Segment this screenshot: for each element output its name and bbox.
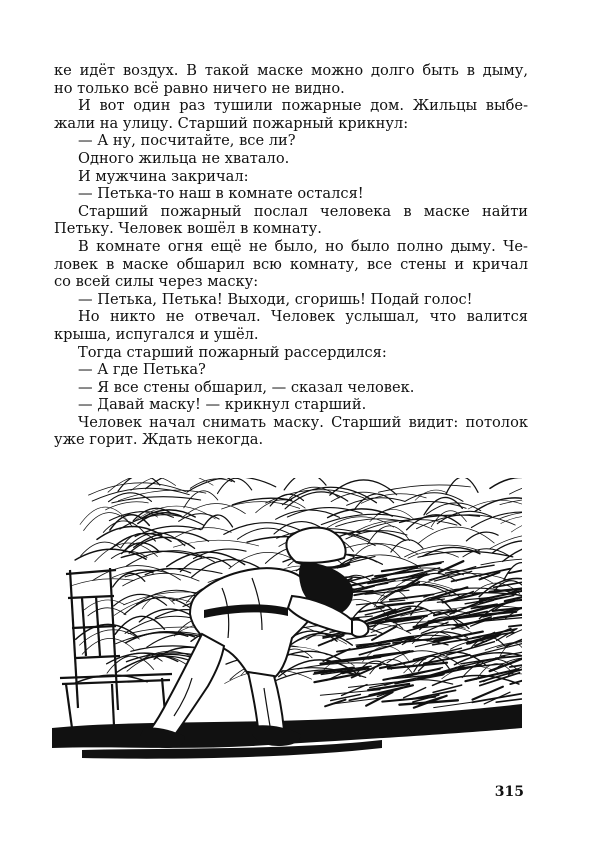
firefighter-in-smoke-illustration — [52, 478, 522, 770]
body-text — [54, 62, 528, 449]
paragraph — [54, 132, 528, 150]
text-line: Но никто не отвечал. Человек услышал, что валится — [78, 308, 528, 326]
smoke-stroke — [490, 478, 522, 488]
paragraph — [54, 308, 528, 343]
text-line: жали на улицу. Старший пожарный крикнул: — [54, 114, 409, 132]
smoke-stroke — [180, 557, 231, 571]
text-line: Одного жильца не хватало. — [78, 149, 290, 167]
smoke-stroke — [266, 490, 364, 503]
text-line: Старший пожарный послал человека в маске найти — [78, 202, 528, 220]
smoke-stroke — [276, 510, 340, 519]
smoke-stroke — [431, 511, 466, 527]
smoke-stroke — [88, 608, 126, 616]
smoke-hatch — [509, 621, 522, 627]
smoke-stroke — [475, 498, 522, 512]
smoke-stroke — [466, 532, 498, 541]
smoke-stroke — [93, 566, 181, 581]
smoke-stroke — [218, 478, 252, 493]
paragraph — [54, 396, 528, 414]
smoke-stroke — [222, 502, 300, 509]
smoke-stroke — [82, 638, 134, 654]
smoke-stroke — [509, 482, 522, 494]
text-line: И мужчина закричал: — [78, 167, 249, 185]
text-line: крыша, испугался и ушёл. — [54, 325, 259, 343]
text-line: ке идёт воздух. В такой маске можно долго быть в дыму, — [54, 62, 528, 79]
paragraph — [54, 361, 528, 379]
text-line: Петьку. Человек вошёл в комнату. — [54, 220, 322, 238]
smoke-stroke — [202, 515, 233, 529]
smoke-stroke — [123, 573, 199, 586]
paragraph — [54, 291, 528, 309]
paragraph — [54, 62, 528, 97]
paragraph — [54, 344, 528, 362]
paragraph — [54, 97, 528, 132]
smoke-stroke — [111, 533, 171, 549]
smoke-hatch — [372, 626, 397, 640]
paragraph — [54, 203, 528, 238]
smoke-stroke — [139, 609, 194, 622]
text-line: Человек начал снимать маску. Старший видит: потолок — [78, 413, 528, 431]
smoke-stroke — [368, 526, 410, 544]
text-line: — Давай маску! — крикнул старший. — [78, 396, 367, 414]
paragraph — [54, 414, 528, 449]
paragraph — [54, 150, 528, 168]
text-line: Тогда старший пожарный рассердился: — [78, 343, 387, 361]
text-line: со всей силы через маску: — [54, 273, 259, 291]
smoke-stroke — [503, 544, 522, 561]
paragraph — [54, 168, 528, 186]
smoke-stroke — [511, 520, 522, 532]
firefighter-figure — [140, 528, 368, 748]
smoke-stroke — [237, 528, 291, 539]
text-line: — Петька, Петька! Выходи, сгоришь! Подай голос! — [78, 290, 473, 308]
smoke-stroke — [126, 632, 195, 643]
page-number: 315 — [494, 784, 524, 800]
text-line: И вот один раз тушили пожарные дом. Жильцы выбе- — [78, 97, 528, 115]
text-line: — Петька-то наш в комнате остался! — [78, 185, 364, 203]
smoke-hatch — [374, 651, 413, 656]
smoke-stroke — [349, 544, 400, 562]
text-line: уже горит. Ждать некогда. — [54, 431, 264, 449]
smoke-hatch — [342, 685, 368, 696]
text-line: ловек в маске обшарил всю комнату, все стены и кричал — [54, 255, 528, 273]
text-line: — А ну, посчитайте, все ли? — [78, 132, 296, 150]
text-line: — А где Петька? — [78, 361, 206, 379]
paragraph — [54, 379, 528, 397]
chair-silhouette — [60, 568, 172, 728]
text-line: — Я все стены обшарил, — сказал человек. — [78, 378, 415, 396]
smoke-stroke — [184, 491, 218, 508]
paragraph — [54, 238, 528, 291]
text-line: но только всё равно ничего не видно. — [54, 79, 345, 97]
smoke-stroke — [418, 527, 494, 544]
paragraph — [54, 185, 528, 203]
text-line: В комнате огня ещё не было, но было полно дыму. Че- — [78, 237, 528, 255]
